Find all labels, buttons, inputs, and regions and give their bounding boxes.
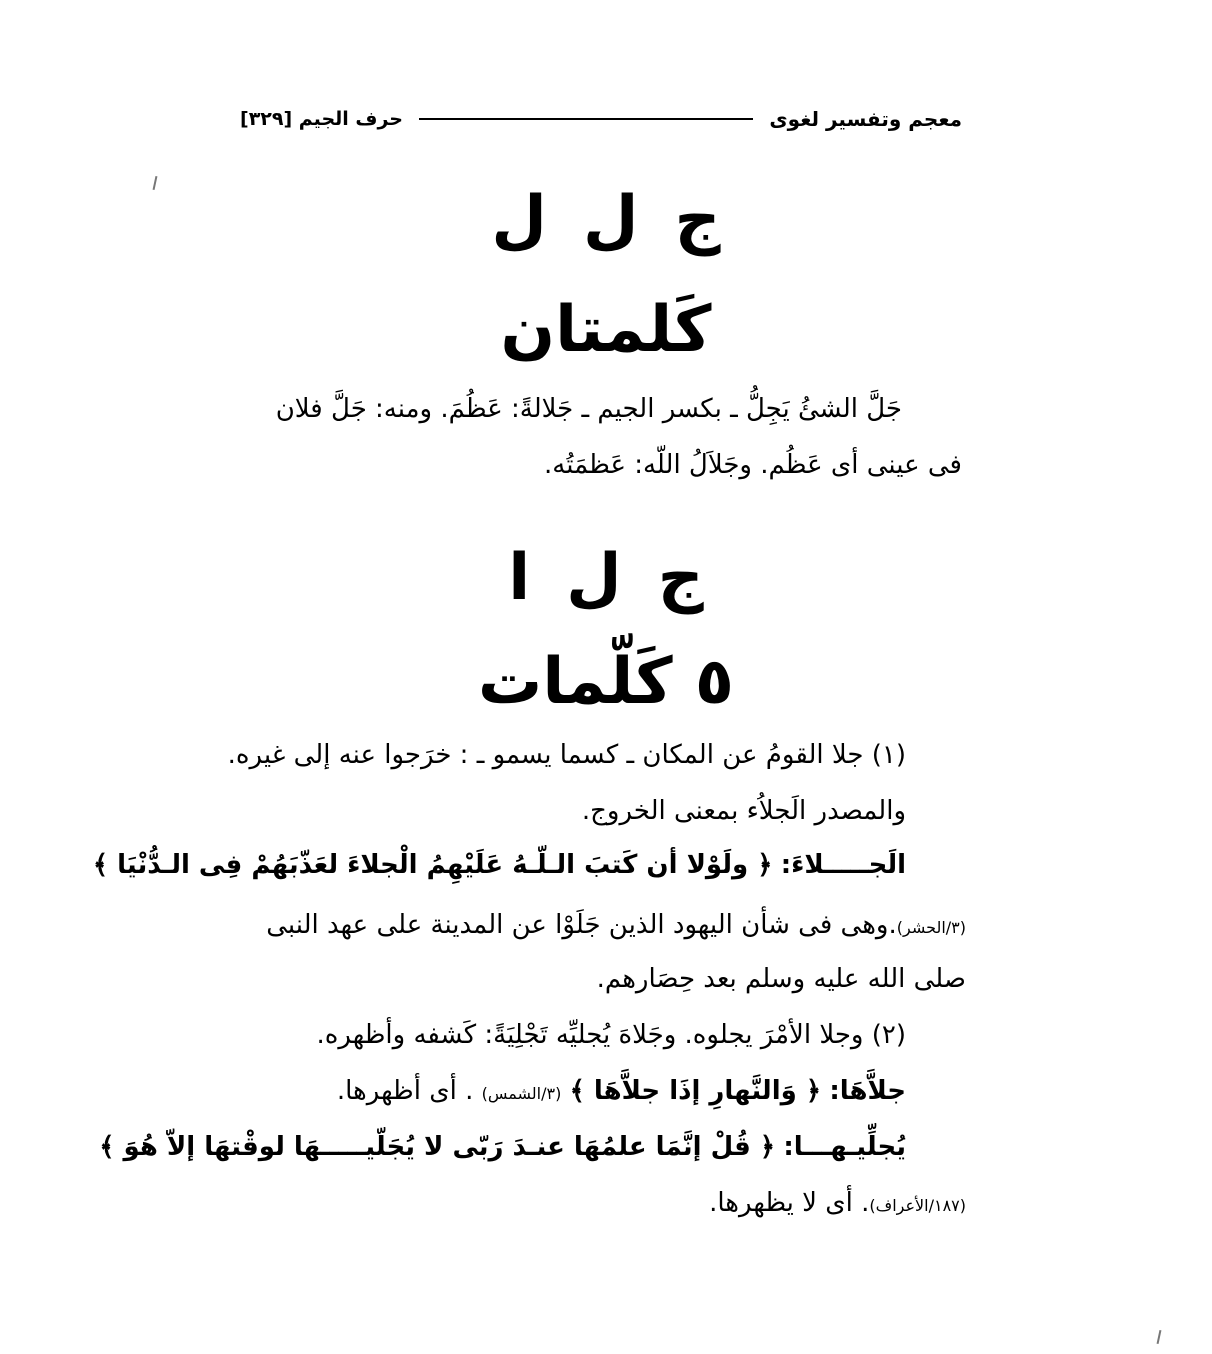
definition-line: فى عينى أى عَظُم. وجَلاَلُ اللّه: عَظمَتُه. — [544, 450, 962, 480]
quran-citation-line — [99, 1130, 906, 1164]
gloss: . أى لا يظهرها. — [709, 1188, 870, 1218]
quran-verse: ﴿ قُلْ إنَّمَا علمُهَا عنـدَ رَبّى لا يُجَلّيـــــهَا لوقْتهَا إلاّ هُوَ ﴾ — [99, 1132, 776, 1162]
header-rule — [419, 118, 753, 120]
headword: الَجـــــلاءَ: — [780, 850, 906, 880]
sense-1-line — [266, 908, 966, 945]
quran-verse: ﴿ وَالنَّهارِ إذَا جلاَّهَا ﴾ — [569, 1076, 822, 1106]
quran-citation-line — [93, 848, 906, 882]
root-letter: ج — [657, 541, 704, 615]
sense-3-line — [709, 1186, 966, 1223]
sense-1-text: .وهى فى شأن اليهود الذين جَلَوْا عن المدينة على عهد النبى — [266, 910, 897, 940]
definition-line: جَلَّ الشئُ يَجِلُّ ـ بكسر الجيم ـ جَلالةً: عَظُمَ. ومنه: جَلَّ فلان — [275, 394, 902, 424]
running-header — [240, 103, 962, 135]
verse-reference: (٣/الشمس) — [481, 1084, 562, 1103]
root-letter: ل — [582, 183, 639, 257]
headword: جلاَّهَا: — [829, 1076, 906, 1106]
word-count-heading: كَلمتان — [500, 293, 712, 367]
scan-speck — [1157, 1330, 1162, 1344]
verse-reference: (١٨٧/الأعراف) — [869, 1196, 966, 1215]
verse-reference: (٣/الحشر) — [896, 918, 966, 937]
sense-1-line: والمصدر الَجلاُء بمعنى الخروج. — [581, 796, 906, 826]
sense-1-line: (١) جلا القومُ عن المكان ـ كسما يسمو ـ : خرَجوا عنه إلى غيره. — [227, 740, 906, 770]
root-heading-jll — [0, 180, 1212, 260]
quran-verse: ﴿ ولَوْلا أن كَتبَ الـلّـهُ عَلَيْهِمُ الْجلاءَ لعَذّبَهُمْ فِى الـدُّنْيَا ﴾ — [92, 850, 773, 880]
gloss: . أى أظهرها. — [336, 1076, 474, 1106]
headword: يُجلِّيـهـــا: — [783, 1132, 906, 1162]
root-heading-jla — [0, 538, 1212, 618]
sense-1-line: صلى الله عليه وسلم بعد حِصَارهم. — [596, 964, 966, 994]
letter-and-page-number: حرف الجيم [٣٢٩] — [240, 108, 403, 130]
root-letter: ا — [508, 541, 531, 615]
root-letter: ل — [491, 183, 547, 257]
word-count-heading: ٥ كَلّمات — [478, 645, 734, 719]
root-letter: ج — [674, 183, 721, 257]
sense-2-line: (٢) وجلا الأمْرَ يجلوه. وجَلاهَ يُجليِّه تَجْلِيَةً: كَشفه وأظهره. — [316, 1020, 906, 1050]
root-letter: ل — [566, 541, 622, 615]
book-title: معجم وتفسير لغوى — [769, 107, 962, 131]
quran-citation-line — [337, 1074, 906, 1111]
